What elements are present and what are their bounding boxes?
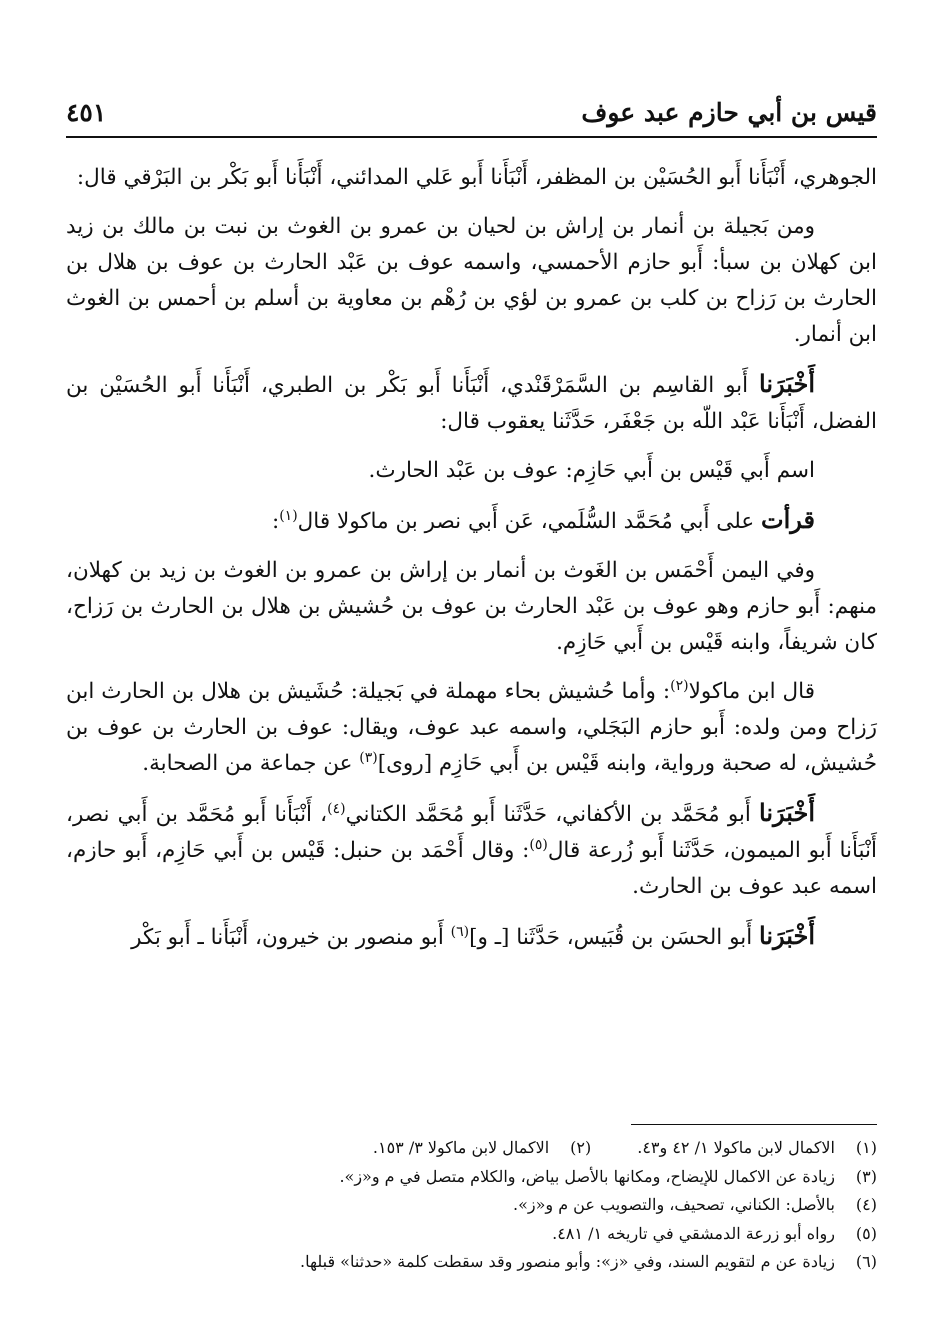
- paragraph-8-text-a: أَبو مُحَمَّد بن الأكفاني، حَدَّثَنا أَبو مُحَمَّد الكتاني: [345, 802, 751, 827]
- footnote-ref-6[interactable]: (٦): [450, 923, 470, 940]
- footnote-ref-2[interactable]: (٢): [670, 677, 689, 694]
- footnote-gap: [591, 1134, 637, 1163]
- footnote-separator: [631, 1124, 877, 1125]
- footnote-text: زيادة عن الاكمال للإيضاح، ومكانها بالأصل بياض، والكلام متصل في م و«ز».: [339, 1166, 835, 1186]
- main-text: [66, 160, 877, 969]
- footnote-ref-5[interactable]: (٥): [529, 836, 548, 853]
- footnote-4: [66, 1191, 877, 1220]
- paragraph-9-text-b: أَبو منصور بن خيرون، أَنْبَأَنا ـ أَبو بَكْر: [131, 925, 451, 950]
- keyword-qarat: قرأت: [761, 505, 815, 534]
- keyword-akhbarana: أَخْبَرَنا: [759, 921, 815, 950]
- footnote-text: زيادة عن م لتقويم السند، وفي «ز»: وأبو منصور وقد سقطت كلمة «حدثنا» قبلها.: [299, 1252, 835, 1271]
- footnote-ref-3[interactable]: (٣): [359, 749, 378, 766]
- footnote-text: الاكمال لابن ماكولا ١/ ٤٢ و٤٣.: [637, 1138, 835, 1157]
- footnote-number: (٦): [855, 1252, 877, 1271]
- footnotes: [66, 1134, 877, 1277]
- footnote-number: (٢): [570, 1138, 592, 1157]
- paragraph-7-text-b: : وأما حُشيش بحاء مهملة في بَجيلة: حُشَيش بن هلال بن الحارث ابن رَزاح ومن ولده: أَبو حازم البَجَلي، واسمه عبد عوف، ويقال: عوف بن الحارث بن عوف بن حُشيش، له صحبة ورواية، وابنه قَيْس بن أَبي حَازِم [روى]: [66, 679, 877, 776]
- paragraph-5-text: على أَبي مُحَمَّد السُّلَمي، عَن أَبي نصر بن ماكولا قال: [297, 509, 755, 534]
- paragraph-9: [66, 918, 877, 956]
- footnote-text: الاكمال لابن ماكولا ٣/ ١٥٣.: [372, 1138, 550, 1157]
- keyword-akhbarana: أَخْبَرَنا: [759, 369, 816, 398]
- footnote-number: (١): [855, 1138, 877, 1157]
- footnote-ref-1[interactable]: (١): [279, 507, 298, 524]
- paragraph-8-text-b: ، أَنْبَأَنا أَبو مُحَمَّد بن أَبي نصر، أَنْبَأَنا أَبو الميمون، حَدَّثَنا أَبو زُرعة قال: [66, 802, 877, 863]
- page-number: ٤٥١: [66, 97, 107, 127]
- footnote-text: بالأصل: الكناني، تصحيف، والتصويب عن م و«ز».: [512, 1195, 835, 1214]
- page-header: [66, 88, 877, 138]
- paragraph-4: اسم أَبي قَيْس بن أَبي حَازِم: عوف بن عَبْد الحارث.: [368, 458, 815, 483]
- keyword-akhbarana: أَخْبَرَنا: [759, 798, 816, 827]
- footnote-3: [66, 1163, 877, 1192]
- footnote-number: (٥): [855, 1223, 877, 1243]
- footnote-text: رواه أبو زرعة الدمشقي في تاريخه ١/ ٤٨١.: [552, 1223, 835, 1243]
- footnote-ref-4[interactable]: (٤): [327, 800, 346, 817]
- paragraph-3: [66, 366, 877, 440]
- running-title: قيس بن أبي حازم عبد عوف: [581, 97, 877, 127]
- paragraph-2: ومن بَجيلة بن أنمار بن إراش بن لحيان بن عمرو بن الغوث بن نبت بن مالك بن زيد ابن كهلان بن سبأ: أَبو حازم الأحمسي، واسمه عوف بن عَبْد الحارث بن عوف بن هلال بن الحارث بن رَزاح بن كلب بن عمرو بن لؤي بن رُهْم بن معاوية بن أسلم بن أحمس بن الغوث ابن أنمار.: [66, 214, 877, 347]
- paragraph-5-end: :: [271, 509, 280, 534]
- footnote-5: [66, 1220, 877, 1249]
- paragraph-6: وفي اليمن أَحْمَس بن الغَوث بن أنمار بن إراش بن عمرو بن الغوث بن زيد بن كهلان، منهم: أَبو حازم وهو عوف بن عَبْد الحارث بن عوف بن حُشيش بن هلال بن الحارث بن رَزاح، كان شريفاً، وابنه قَيْس بن أَبي حَازِم.: [66, 558, 877, 655]
- paragraph-9-text-a: أَبو الحسَن بن قُبَيس، حَدَّثَنا [ـ و]: [469, 925, 753, 950]
- footnote-6: [66, 1248, 877, 1277]
- paragraph-7-text-a: قال ابن ماكولا: [688, 679, 815, 704]
- footnote-number: (٣): [855, 1166, 877, 1186]
- paragraph-5: [66, 502, 877, 540]
- paragraph-3-text: أَبو القاسِم بن السَّمَرْقَنْدي، أَنْبَأَنا أَبو بَكْر بن الطبري، أَنْبَأَنا أَبو الحُسَيْن بن الفضل، أَنْبَأَنا عَبْد اللّه بن جَعْفَر، حَدَّثَنا يعقوب قال:: [66, 373, 877, 434]
- paragraph-8-text-c: : وقال أَحْمَد بن حنبل: قَيْس بن أَبي حَازِم، أَبو حازم، اسمه عبد عوف بن الحارث.: [66, 838, 877, 899]
- paragraph-1: الجوهري، أَنْبَأَنا أَبو الحُسَيْن بن المظفر، أَنْبَأَنا أَبو عَلي المدائني، أَنْبَأَنا أَبو بَكْر بن البَرْقي قال:: [76, 165, 877, 190]
- paragraph-8: [66, 795, 877, 905]
- footnote-1-2: [66, 1134, 877, 1163]
- footnote-number: (٤): [855, 1195, 877, 1214]
- paragraph-7-text-c: عن جماعة من الصحابة.: [142, 751, 360, 776]
- paragraph-7: [66, 674, 877, 782]
